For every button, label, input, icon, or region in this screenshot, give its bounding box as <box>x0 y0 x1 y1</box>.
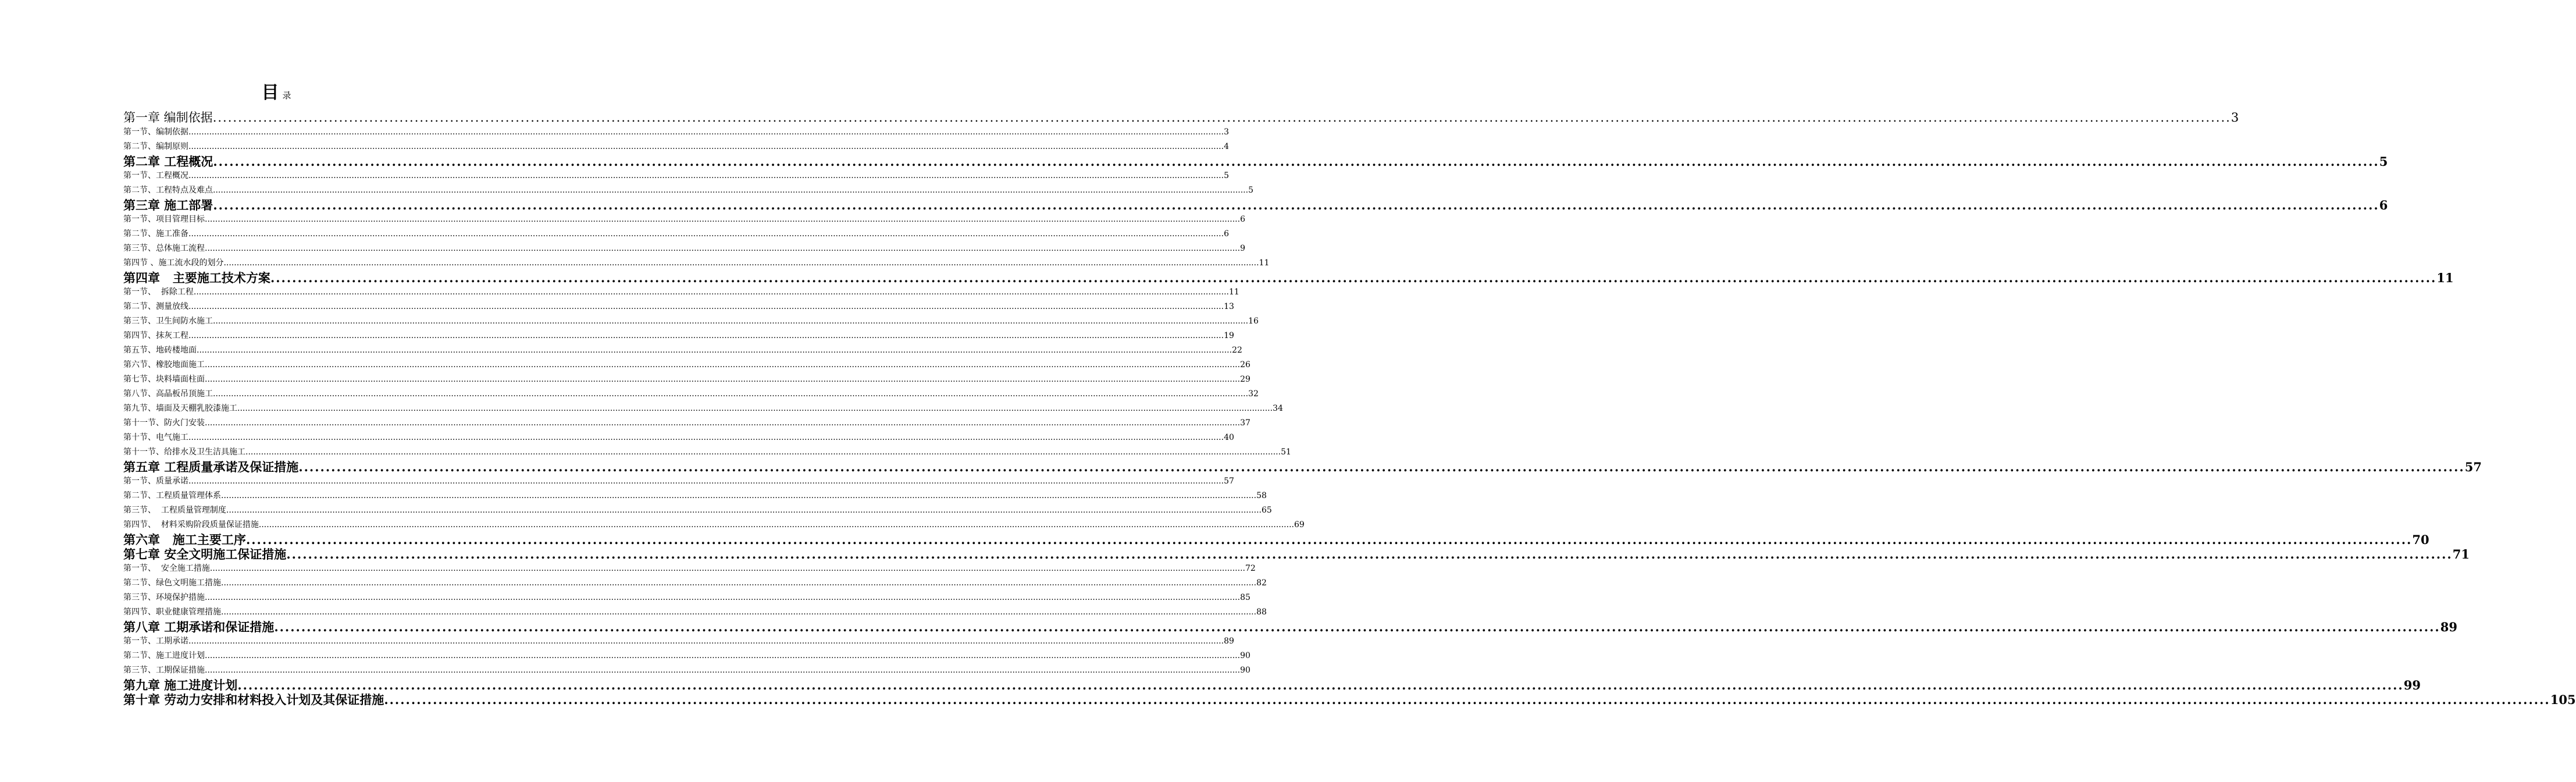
toc-entry-label: 第十节、电气施工 <box>123 433 188 442</box>
toc-entry-label: 第一节、 拆除工程 <box>123 287 194 297</box>
toc-entry-label: 第三章 施工部署 <box>123 198 213 212</box>
toc-entry-label: 第一节、质量承诺 <box>123 477 188 486</box>
toc-leader-dots: ................................................................................................................................................................................................................................................................................................................................................................................................................ <box>226 506 1262 515</box>
toc-entry-label: 第三节、总体施工流程 <box>123 244 205 253</box>
toc-section-entry[interactable] <box>123 372 1250 387</box>
toc-section-entry[interactable] <box>123 576 1267 591</box>
toc-section-entry[interactable] <box>123 605 1267 620</box>
toc-leader-dots: ................................................................................................................................................................................................................................................................................................................................................................................................................ <box>197 346 1232 355</box>
toc-entry-label: 第五章 工程质量承诺及保证措施 <box>123 460 299 474</box>
toc-leader-dots: ................................................................................................................................................................................................................................................................................................................................................................................................................ <box>258 520 1294 529</box>
toc-entry-label: 第七节、块料墙面柱面 <box>123 375 205 384</box>
toc-section-entry[interactable] <box>123 212 1245 227</box>
toc-title-sub: 录 <box>282 90 291 101</box>
toc-leader-dots: ................................................................................................................................................................................................................................................................................................................................................................................................................ <box>212 111 2231 125</box>
toc-entry-page: 51 <box>1281 447 1291 457</box>
toc-section-entry[interactable] <box>123 227 1229 241</box>
toc-section-entry[interactable] <box>123 358 1250 372</box>
toc-leader-dots: ................................................................................................................................................................................................................................................................................................................................................................................................................ <box>188 331 1224 340</box>
toc-entry-label: 第三节、 工程质量管理制度 <box>123 506 226 515</box>
toc-entry-page: 16 <box>1248 317 1259 326</box>
toc-section-entry[interactable] <box>123 474 1234 489</box>
toc-entry-label: 第十一节、给排水及卫生洁具施工 <box>123 447 245 457</box>
toc-entry-page: 22 <box>1232 346 1242 355</box>
toc-section-entry[interactable] <box>123 416 1250 431</box>
toc-entry-page: 11 <box>1259 258 1270 268</box>
toc-leader-dots: ................................................................................................................................................................................................................................................................................................................................................................................................................ <box>188 477 1224 486</box>
toc-entry-label: 第三节、环境保护措施 <box>123 593 205 602</box>
toc-entry-label: 第七章 安全文明施工保证措施 <box>123 547 287 561</box>
toc-entry-label: 第二章 工程概况 <box>123 154 213 169</box>
toc-leader-dots: ................................................................................................................................................................................................................................................................................................................................................................................................................ <box>205 651 1241 660</box>
toc-leader-dots: ................................................................................................................................................................................................................................................................................................................................................................................................................ <box>205 593 1241 602</box>
toc-entry-page: 9 <box>1240 244 1245 253</box>
toc-leader-dots: ................................................................................................................................................................................................................................................................................................................................................................................................................ <box>213 154 2379 169</box>
toc-section-entry[interactable] <box>123 445 1291 460</box>
toc-section-entry[interactable] <box>123 241 1245 256</box>
toc-entry-page: 3 <box>2231 111 2239 125</box>
toc-section-entry[interactable] <box>123 314 1259 329</box>
toc-chapter-entry[interactable] <box>123 692 2576 707</box>
toc-leader-dots: ................................................................................................................................................................................................................................................................................................................................................................................................................ <box>205 666 1241 675</box>
toc-leader-dots: ................................................................................................................................................................................................................................................................................................................................................................................................................ <box>384 692 2550 707</box>
toc-entry-label: 第五节、地砖楼地面 <box>123 346 197 355</box>
toc-entry-label: 第二节、工程特点及难点 <box>123 186 213 195</box>
toc-entry-label: 第四节、 材料采购阶段质量保证措施 <box>123 520 259 529</box>
toc-entry-label: 第四节 、施工流水段的划分 <box>123 258 224 268</box>
toc-entry-label: 第二节、绿色文明施工措施 <box>123 578 221 588</box>
toc-leader-dots: ................................................................................................................................................................................................................................................................................................................................................................................................................ <box>188 302 1224 311</box>
toc-title <box>0 78 553 104</box>
toc-section-entry[interactable] <box>123 634 1234 649</box>
toc-entry-page: 13 <box>1224 302 1234 311</box>
toc-leader-dots: ................................................................................................................................................................................................................................................................................................................................................................................................................ <box>221 578 1257 588</box>
toc-leader-dots: ................................................................................................................................................................................................................................................................................................................................................................................................................ <box>205 215 1241 224</box>
toc-entry-label: 第二节、编制原则 <box>123 142 188 151</box>
toc-entry-label: 第八章 工期承诺和保证措施 <box>123 620 275 634</box>
toc-entry-label: 第八节、高晶板吊顶施工 <box>123 389 213 399</box>
toc-section-entry[interactable] <box>123 300 1234 314</box>
toc-section-entry[interactable] <box>123 329 1234 343</box>
toc-entry-page: 4 <box>1224 142 1229 151</box>
toc-entry-label: 第二节、工程质量管理体系 <box>123 491 221 500</box>
toc-leader-dots: ................................................................................................................................................................................................................................................................................................................................................................................................................ <box>188 229 1224 239</box>
toc-entry-label: 第三节、工期保证措施 <box>123 666 205 675</box>
toc-entry-page: 90 <box>1240 651 1250 660</box>
toc-entry-page: 105 <box>2550 692 2576 707</box>
toc-entry-page: 6 <box>2379 198 2388 212</box>
toc-entry-page: 5 <box>1248 186 1253 195</box>
toc-section-entry[interactable] <box>123 518 1305 532</box>
toc-entry-label: 第一节、 安全施工措施 <box>123 564 210 573</box>
toc-entry-page: 26 <box>1240 360 1250 369</box>
toc-section-entry[interactable] <box>123 169 1229 183</box>
toc-entry-page: 5 <box>1224 171 1229 180</box>
toc-entry-page: 90 <box>1240 666 1250 675</box>
toc-chapter-entry[interactable] <box>123 111 2239 125</box>
toc-entry-page: 58 <box>1256 491 1267 500</box>
toc-entry-page: 11 <box>2436 271 2454 285</box>
toc-section-entry[interactable] <box>123 489 1267 503</box>
toc-title-main: 目 <box>261 83 279 103</box>
toc-entry-page: 70 <box>2412 532 2429 547</box>
toc-entry-label: 第十一节、防火门安装 <box>123 418 205 428</box>
toc-leader-dots: ................................................................................................................................................................................................................................................................................................................................................................................................................ <box>237 678 2404 692</box>
toc-entry-label: 第一节、工期承诺 <box>123 637 188 646</box>
toc-section-entry[interactable] <box>123 256 1270 271</box>
toc-leader-dots: ................................................................................................................................................................................................................................................................................................................................................................................................................ <box>298 460 2465 474</box>
toc-entry-page: 40 <box>1224 433 1234 442</box>
toc-chapter-entry[interactable] <box>123 620 2457 634</box>
toc-section-entry[interactable] <box>123 649 1250 663</box>
toc-chapter-entry[interactable] <box>123 547 2470 561</box>
toc-section-entry[interactable] <box>123 285 1239 300</box>
toc-chapter-entry[interactable] <box>123 678 2421 692</box>
toc-leader-dots: ................................................................................................................................................................................................................................................................................................................................................................................................................ <box>213 389 1249 399</box>
toc-chapter-entry[interactable] <box>123 271 2454 285</box>
toc-entry-label: 第六章 施工主要工序 <box>123 532 246 547</box>
toc-entry-label: 第二节、施工进度计划 <box>123 651 205 660</box>
toc-section-entry[interactable] <box>123 343 1242 358</box>
toc-entry-page: 11 <box>1228 287 1239 297</box>
toc-entry-label: 第四节、职业健康管理措施 <box>123 607 221 617</box>
toc-entry-label: 第四章 主要施工技术方案 <box>123 271 270 285</box>
toc-leader-dots: ................................................................................................................................................................................................................................................................................................................................................................................................................ <box>223 258 1259 268</box>
toc-entry-page: 5 <box>2379 154 2388 169</box>
toc-section-entry[interactable] <box>123 503 1272 518</box>
toc-leader-dots: ................................................................................................................................................................................................................................................................................................................................................................................................................ <box>213 198 2379 212</box>
toc-leader-dots: ................................................................................................................................................................................................................................................................................................................................................................................................................ <box>205 375 1241 384</box>
toc-section-entry[interactable] <box>123 431 1234 445</box>
toc-entry-page: 99 <box>2403 678 2421 692</box>
toc-leader-dots: ................................................................................................................................................................................................................................................................................................................................................................................................................ <box>213 186 1249 195</box>
toc-entry-page: 19 <box>1224 331 1234 340</box>
toc-leader-dots: ................................................................................................................................................................................................................................................................................................................................................................................................................ <box>237 404 1273 413</box>
toc-section-entry[interactable] <box>123 663 1250 678</box>
toc-leader-dots: ................................................................................................................................................................................................................................................................................................................................................................................................................ <box>213 317 1249 326</box>
toc-entry-page: 34 <box>1273 404 1283 413</box>
toc-section-entry[interactable] <box>123 387 1259 401</box>
toc-leader-dots: ................................................................................................................................................................................................................................................................................................................................................................................................................ <box>193 287 1229 297</box>
toc-entry-page: 65 <box>1261 506 1272 515</box>
toc-entry-page: 6 <box>1224 229 1229 239</box>
toc-leader-dots: ................................................................................................................................................................................................................................................................................................................................................................................................................ <box>221 607 1257 617</box>
toc-entry-label: 第一章 编制依据 <box>123 111 213 125</box>
toc-entry-page: 57 <box>1224 477 1234 486</box>
toc-section-entry[interactable] <box>123 561 1256 576</box>
toc-entry-label: 第四节、抹灰工程 <box>123 331 188 340</box>
toc-entry-page: 85 <box>1240 593 1250 602</box>
toc-entry-page: 89 <box>1224 637 1234 646</box>
toc-entry-page: 29 <box>1240 375 1250 384</box>
toc-leader-dots: ................................................................................................................................................................................................................................................................................................................................................................................................................ <box>274 620 2440 634</box>
toc-entry-page: 71 <box>2452 547 2470 561</box>
toc-section-entry[interactable] <box>123 183 1253 198</box>
toc-entry-page: 32 <box>1248 389 1259 399</box>
toc-leader-dots: ................................................................................................................................................................................................................................................................................................................................................................................................................ <box>221 491 1257 500</box>
toc-entry-label: 第三节、卫生间防水施工 <box>123 317 213 326</box>
table-of-contents <box>123 111 2576 707</box>
toc-entry-label: 第十章 劳动力安排和材料投入计划及其保证措施 <box>123 692 384 707</box>
toc-chapter-entry[interactable] <box>123 198 2388 212</box>
toc-leader-dots: ................................................................................................................................................................................................................................................................................................................................................................................................................ <box>188 127 1224 137</box>
toc-entry-page: 89 <box>2440 620 2457 634</box>
toc-leader-dots: ................................................................................................................................................................................................................................................................................................................................................................................................................ <box>245 532 2413 547</box>
toc-entry-label: 第一节、编制依据 <box>123 127 188 137</box>
toc-leader-dots: ................................................................................................................................................................................................................................................................................................................................................................................................................ <box>188 433 1224 442</box>
toc-leader-dots: ................................................................................................................................................................................................................................................................................................................................................................................................................ <box>188 142 1224 151</box>
toc-entry-page: 6 <box>1240 215 1245 224</box>
toc-entry-page: 82 <box>1256 578 1267 588</box>
toc-chapter-entry[interactable] <box>123 154 2388 169</box>
toc-leader-dots: ................................................................................................................................................................................................................................................................................................................................................................................................................ <box>270 271 2437 285</box>
toc-chapter-entry[interactable] <box>123 532 2429 547</box>
toc-section-entry[interactable] <box>123 591 1250 605</box>
toc-entry-label: 第二节、测量放线 <box>123 302 188 311</box>
toc-entry-label: 第二节、施工准备 <box>123 229 188 239</box>
toc-entry-label: 第九节、墙面及天棚乳胶漆施工 <box>123 404 237 413</box>
toc-entry-page: 3 <box>1224 127 1229 137</box>
toc-entry-page: 37 <box>1240 418 1250 428</box>
toc-entry-page: 57 <box>2464 460 2482 474</box>
toc-leader-dots: ................................................................................................................................................................................................................................................................................................................................................................................................................ <box>205 244 1241 253</box>
toc-entry-label: 第九章 施工进度计划 <box>123 678 238 692</box>
toc-entry-page: 72 <box>1245 564 1256 573</box>
toc-leader-dots: ................................................................................................................................................................................................................................................................................................................................................................................................................ <box>188 637 1224 646</box>
toc-leader-dots: ................................................................................................................................................................................................................................................................................................................................................................................................................ <box>286 547 2453 561</box>
toc-leader-dots: ................................................................................................................................................................................................................................................................................................................................................................................................................ <box>209 564 1245 573</box>
toc-entry-page: 88 <box>1256 607 1267 617</box>
toc-chapter-entry[interactable] <box>123 460 2482 474</box>
toc-section-entry[interactable] <box>123 140 1229 154</box>
toc-leader-dots: ................................................................................................................................................................................................................................................................................................................................................................................................................ <box>245 447 1281 457</box>
toc-entry-label: 第一节、项目管理目标 <box>123 215 205 224</box>
toc-entry-label: 第一节、工程概况 <box>123 171 188 180</box>
toc-leader-dots: ................................................................................................................................................................................................................................................................................................................................................................................................................ <box>205 360 1241 369</box>
toc-leader-dots: ................................................................................................................................................................................................................................................................................................................................................................................................................ <box>188 171 1224 180</box>
toc-leader-dots: ................................................................................................................................................................................................................................................................................................................................................................................................................ <box>205 418 1241 428</box>
toc-section-entry[interactable] <box>123 125 1229 140</box>
toc-entry-page: 69 <box>1294 520 1305 529</box>
toc-entry-label: 第六节、橡胶地面施工 <box>123 360 205 369</box>
toc-section-entry[interactable] <box>123 401 1283 416</box>
